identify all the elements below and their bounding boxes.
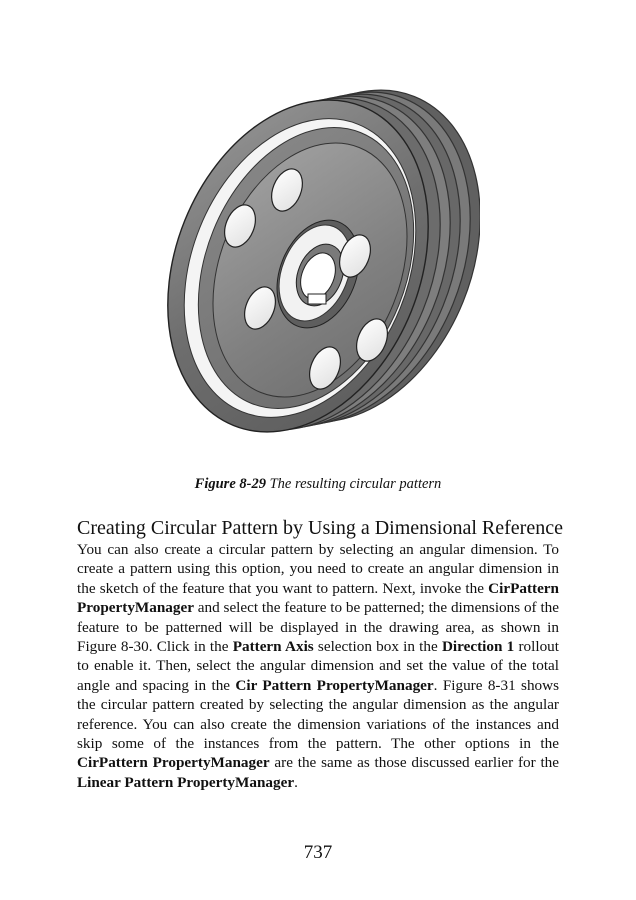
page-number: 737 [303, 842, 333, 863]
para-bold-term: Direction 1 [441, 638, 515, 656]
para-bold-term: CirPattern PropertyManager [77, 579, 559, 617]
section-heading: Creating Circular Pattern by Using a Dimensional Reference [77, 517, 563, 539]
para-text: selection box in the [313, 638, 442, 656]
para-text: . Figure 8-31 shows the circular pattern created by selecting the angular dimension as the angular reference. You can also create the dimension variations of the instances and skip some of the instances from the pattern. The other options in the [77, 676, 560, 753]
para-text: are the same as those discussed earlier for the [269, 754, 560, 772]
para-bold-term: Linear Pattern PropertyManager [77, 773, 295, 791]
para-bold-term: Pattern Axis [232, 638, 314, 656]
body-paragraph [77, 540, 559, 792]
para-text: . [294, 773, 298, 791]
para-bold-term: Cir Pattern PropertyManager [235, 676, 434, 694]
para-text: You can also create a circular pattern by selecting an angular dimension. To create a pattern using this option, you need to create an angular dimension in the sketch of the feature that you want to pattern. Next, invoke the [77, 541, 559, 597]
para-text: and select the feature to be patterned; the dimensions of the feature to be patterned will be displayed in the drawing area, as shown in Figure 8-30. Click in the [77, 599, 559, 656]
para-text: rollout to enable it. Then, select the angular dimension and set the value of the total angle and spacing in the [77, 638, 559, 694]
para-bold-term: CirPattern PropertyManager [77, 754, 270, 772]
pulley-illustration [150, 78, 480, 458]
figure-caption-text: The resulting circular pattern [269, 476, 442, 492]
pulley-figure [150, 78, 480, 458]
figure-caption [0, 476, 636, 493]
figure-label: Figure 8-29 [194, 476, 266, 492]
